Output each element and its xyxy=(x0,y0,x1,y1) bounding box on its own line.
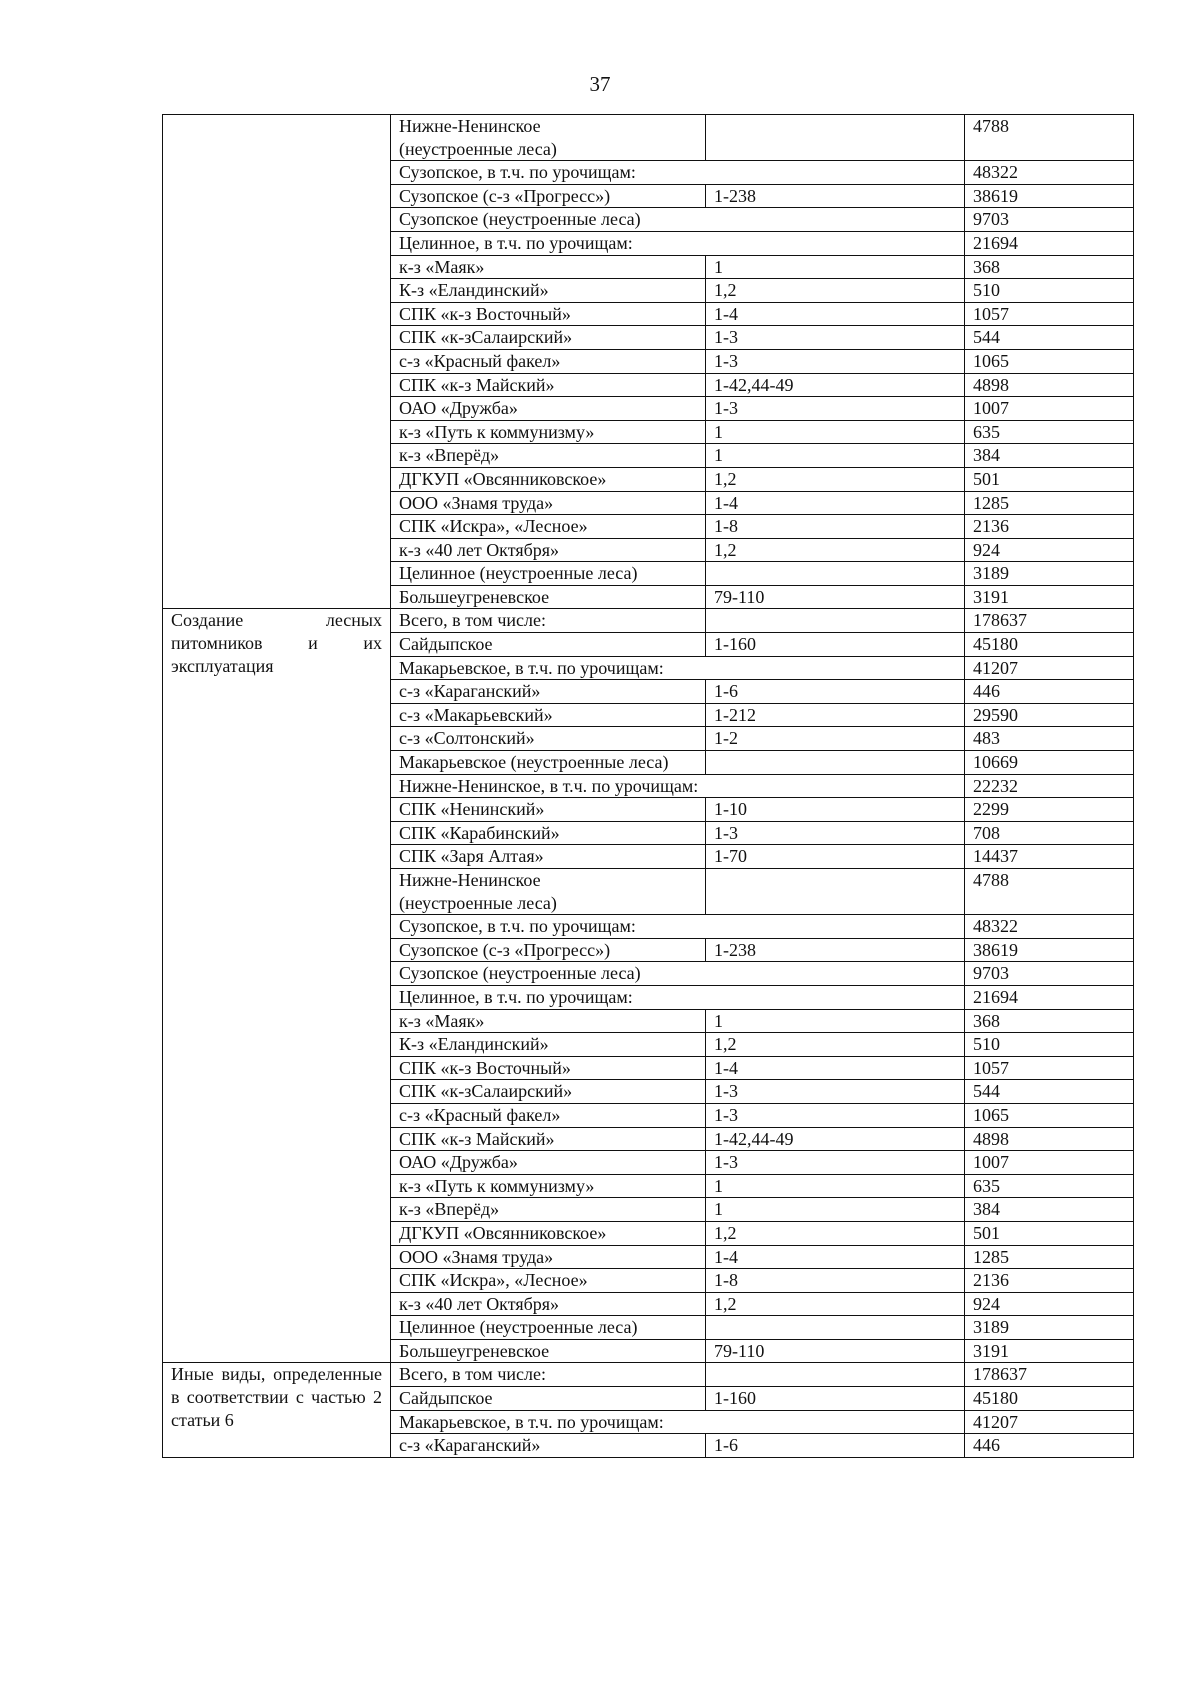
quarter-numbers-cell: 1,2 xyxy=(706,1292,965,1316)
forest-areas-table xyxy=(162,114,1134,1458)
forestry-name-cell: Целинное, в т.ч. по урочищам: xyxy=(391,231,965,255)
area-cell: 1057 xyxy=(965,1056,1134,1080)
area-cell: 1285 xyxy=(965,491,1134,515)
quarter-numbers-cell: 1-2 xyxy=(706,727,965,751)
forestry-name-cell: к-з «Маяк» xyxy=(391,255,706,279)
quarter-numbers-cell: 1-160 xyxy=(706,633,965,657)
forestry-name-cell: ДГКУП «Овсянниковское» xyxy=(391,1221,706,1245)
forestry-name-cell: Сузопское (с-з «Прогресс») xyxy=(391,184,706,208)
quarter-numbers-cell: 1-4 xyxy=(706,302,965,326)
quarter-numbers-cell xyxy=(706,1316,965,1340)
quarter-numbers-cell: 1-6 xyxy=(706,680,965,704)
forestry-name-cell: Нижне-Ненинское, в т.ч. по урочищам: xyxy=(391,774,965,798)
forestry-name-cell: Большеугреневское xyxy=(391,585,706,609)
quarter-numbers-cell: 1-238 xyxy=(706,938,965,962)
forestry-name-cell: СПК «к-зСалаирский» xyxy=(391,1080,706,1104)
area-cell: 48322 xyxy=(965,161,1134,185)
area-cell: 1007 xyxy=(965,397,1134,421)
area-cell: 45180 xyxy=(965,633,1134,657)
quarter-numbers-cell: 1,2 xyxy=(706,538,965,562)
forestry-name-cell: к-з «Путь к коммунизму» xyxy=(391,420,706,444)
forestry-name-cell: ООО «Знамя труда» xyxy=(391,491,706,515)
area-cell: 178637 xyxy=(965,609,1134,633)
area-cell: 1065 xyxy=(965,349,1134,373)
quarter-numbers-cell xyxy=(706,609,965,633)
area-cell: 501 xyxy=(965,1221,1134,1245)
area-cell: 446 xyxy=(965,1434,1134,1458)
quarter-numbers-cell: 1-212 xyxy=(706,703,965,727)
forestry-name-cell: Сайдыпское xyxy=(391,1387,706,1411)
quarter-numbers-cell: 1-42,44-49 xyxy=(706,373,965,397)
area-cell: 635 xyxy=(965,1174,1134,1198)
forestry-name-cell: СПК «к-з Майский» xyxy=(391,1127,706,1151)
forestry-name-cell: Целинное, в т.ч. по урочищам: xyxy=(391,985,965,1009)
area-cell: 2299 xyxy=(965,798,1134,822)
forestry-name-cell: СПК «к-з Майский» xyxy=(391,373,706,397)
usage-kind-cell: Создание лесных питомников и их эксплуатация xyxy=(163,609,391,1363)
quarter-numbers-cell: 1-10 xyxy=(706,798,965,822)
area-cell: 178637 xyxy=(965,1363,1134,1387)
area-cell: 924 xyxy=(965,538,1134,562)
table-row xyxy=(163,1363,1134,1387)
quarter-numbers-cell: 1-4 xyxy=(706,1245,965,1269)
area-cell: 2136 xyxy=(965,1269,1134,1293)
forestry-name-cell: ООО «Знамя труда» xyxy=(391,1245,706,1269)
area-cell: 22232 xyxy=(965,774,1134,798)
page-number: 37 xyxy=(589,72,611,96)
forestry-name-cell: Нижне-Ненинское (неустроенные леса) xyxy=(391,869,706,915)
forestry-name-cell: Сузопское, в т.ч. по урочищам: xyxy=(391,915,965,939)
forestry-name-cell: К-з «Еландинский» xyxy=(391,1033,706,1057)
quarter-numbers-cell: 1-3 xyxy=(706,821,965,845)
forestry-name-cell: СПК «к-з Восточный» xyxy=(391,302,706,326)
forestry-name-cell: Большеугреневское xyxy=(391,1339,706,1363)
quarter-numbers-cell: 79-110 xyxy=(706,585,965,609)
area-cell: 4788 xyxy=(965,869,1134,915)
forestry-name-cell: с-з «Красный факел» xyxy=(391,349,706,373)
forestry-name-cell: ОАО «Дружба» xyxy=(391,1151,706,1175)
quarter-numbers-cell: 1-3 xyxy=(706,349,965,373)
forestry-name-cell: Макарьевское, в т.ч. по урочищам: xyxy=(391,1410,965,1434)
area-cell: 38619 xyxy=(965,938,1134,962)
quarter-numbers-cell: 1-3 xyxy=(706,1151,965,1175)
area-cell: 4898 xyxy=(965,1127,1134,1151)
forestry-name-cell: Сузопское (неустроенные леса) xyxy=(391,208,965,232)
area-cell: 3191 xyxy=(965,585,1134,609)
quarter-numbers-cell: 1-3 xyxy=(706,1080,965,1104)
area-cell: 2136 xyxy=(965,515,1134,539)
forestry-name-cell: Всего, в том числе: xyxy=(391,1363,706,1387)
area-cell: 9703 xyxy=(965,962,1134,986)
forestry-name-cell: Сузопское (с-з «Прогресс») xyxy=(391,938,706,962)
forestry-name-cell: к-з «Маяк» xyxy=(391,1009,706,1033)
area-cell: 1065 xyxy=(965,1103,1134,1127)
area-cell: 3191 xyxy=(965,1339,1134,1363)
quarter-numbers-cell: 1-8 xyxy=(706,515,965,539)
area-cell: 3189 xyxy=(965,562,1134,586)
quarter-numbers-cell: 1-4 xyxy=(706,1056,965,1080)
area-cell: 384 xyxy=(965,1198,1134,1222)
quarter-numbers-cell xyxy=(706,562,965,586)
area-cell: 38619 xyxy=(965,184,1134,208)
quarter-numbers-cell xyxy=(706,869,965,915)
forestry-name-cell: к-з «Вперёд» xyxy=(391,444,706,468)
quarter-numbers-cell: 1 xyxy=(706,1174,965,1198)
quarter-numbers-cell: 1-3 xyxy=(706,397,965,421)
quarter-numbers-cell: 1,2 xyxy=(706,1033,965,1057)
quarter-numbers-cell: 1,2 xyxy=(706,279,965,303)
area-cell: 446 xyxy=(965,680,1134,704)
area-cell: 501 xyxy=(965,467,1134,491)
area-cell: 708 xyxy=(965,821,1134,845)
forestry-name-cell: СПК «Заря Алтая» xyxy=(391,845,706,869)
area-cell: 14437 xyxy=(965,845,1134,869)
table-body xyxy=(163,115,1134,1458)
forestry-name-cell: ОАО «Дружба» xyxy=(391,397,706,421)
forestry-name-cell: СПК «к-зСалаирский» xyxy=(391,326,706,350)
usage-kind-cell xyxy=(163,115,391,609)
quarter-numbers-cell: 1-3 xyxy=(706,326,965,350)
table-row xyxy=(163,609,1134,633)
forestry-name-cell: Целинное (неустроенные леса) xyxy=(391,562,706,586)
forestry-name-cell: Сузопское, в т.ч. по урочищам: xyxy=(391,161,965,185)
forestry-name-cell: с-з «Солтонский» xyxy=(391,727,706,751)
quarter-numbers-cell xyxy=(706,751,965,775)
quarter-numbers-cell: 1-238 xyxy=(706,184,965,208)
forestry-name-cell: Сайдыпское xyxy=(391,633,706,657)
area-cell: 3189 xyxy=(965,1316,1134,1340)
quarter-numbers-cell: 1 xyxy=(706,1198,965,1222)
table-row xyxy=(163,115,1134,161)
area-cell: 544 xyxy=(965,326,1134,350)
quarter-numbers-cell: 1 xyxy=(706,444,965,468)
quarter-numbers-cell: 1-8 xyxy=(706,1269,965,1293)
area-cell: 41207 xyxy=(965,1410,1134,1434)
forestry-name-cell: к-з «40 лет Октября» xyxy=(391,538,706,562)
forestry-name-cell: СПК «Искра», «Лесное» xyxy=(391,515,706,539)
area-cell: 384 xyxy=(965,444,1134,468)
area-cell: 368 xyxy=(965,255,1134,279)
forestry-name-cell: Нижне-Ненинское (неустроенные леса) xyxy=(391,115,706,161)
quarter-numbers-cell: 1-3 xyxy=(706,1103,965,1127)
area-cell: 4898 xyxy=(965,373,1134,397)
area-cell: 41207 xyxy=(965,656,1134,680)
forestry-name-cell: СПК «Ненинский» xyxy=(391,798,706,822)
quarter-numbers-cell: 1-4 xyxy=(706,491,965,515)
quarter-numbers-cell xyxy=(706,1363,965,1387)
area-cell: 924 xyxy=(965,1292,1134,1316)
quarter-numbers-cell xyxy=(706,115,965,161)
quarter-numbers-cell: 1-42,44-49 xyxy=(706,1127,965,1151)
forestry-name-cell: с-з «Караганский» xyxy=(391,1434,706,1458)
area-cell: 29590 xyxy=(965,703,1134,727)
area-cell: 544 xyxy=(965,1080,1134,1104)
area-cell: 21694 xyxy=(965,231,1134,255)
area-cell: 4788 xyxy=(965,115,1134,161)
area-cell: 635 xyxy=(965,420,1134,444)
area-cell: 9703 xyxy=(965,208,1134,232)
quarter-numbers-cell: 79-110 xyxy=(706,1339,965,1363)
forestry-name-cell: Всего, в том числе: xyxy=(391,609,706,633)
area-cell: 21694 xyxy=(965,985,1134,1009)
forestry-name-cell: к-з «Путь к коммунизму» xyxy=(391,1174,706,1198)
forestry-name-cell: Макарьевское, в т.ч. по урочищам: xyxy=(391,656,965,680)
forestry-name-cell: СПК «к-з Восточный» xyxy=(391,1056,706,1080)
forestry-name-cell: к-з «Вперёд» xyxy=(391,1198,706,1222)
area-cell: 483 xyxy=(965,727,1134,751)
quarter-numbers-cell: 1,2 xyxy=(706,1221,965,1245)
forestry-name-cell: Макарьевское (неустроенные леса) xyxy=(391,751,706,775)
quarter-numbers-cell: 1 xyxy=(706,1009,965,1033)
area-cell: 1007 xyxy=(965,1151,1134,1175)
forestry-name-cell: с-з «Макарьевский» xyxy=(391,703,706,727)
forestry-name-cell: с-з «Караганский» xyxy=(391,680,706,704)
area-cell: 510 xyxy=(965,1033,1134,1057)
forestry-name-cell: Целинное (неустроенные леса) xyxy=(391,1316,706,1340)
forestry-name-cell: Сузопское (неустроенные леса) xyxy=(391,962,965,986)
quarter-numbers-cell: 1 xyxy=(706,255,965,279)
area-cell: 1057 xyxy=(965,302,1134,326)
quarter-numbers-cell: 1,2 xyxy=(706,467,965,491)
quarter-numbers-cell: 1-70 xyxy=(706,845,965,869)
quarter-numbers-cell: 1-6 xyxy=(706,1434,965,1458)
forestry-name-cell: ДГКУП «Овсянниковское» xyxy=(391,467,706,491)
area-cell: 48322 xyxy=(965,915,1134,939)
forestry-name-cell: СПК «Искра», «Лесное» xyxy=(391,1269,706,1293)
quarter-numbers-cell: 1 xyxy=(706,420,965,444)
forestry-name-cell: К-з «Еландинский» xyxy=(391,279,706,303)
forestry-name-cell: СПК «Карабинский» xyxy=(391,821,706,845)
forestry-name-cell: к-з «40 лет Октября» xyxy=(391,1292,706,1316)
usage-kind-cell: Иные виды, определенные в соответствии с частью 2 статьи 6 xyxy=(163,1363,391,1457)
area-cell: 368 xyxy=(965,1009,1134,1033)
area-cell: 10669 xyxy=(965,751,1134,775)
forestry-name-cell: с-з «Красный факел» xyxy=(391,1103,706,1127)
quarter-numbers-cell: 1-160 xyxy=(706,1387,965,1411)
area-cell: 510 xyxy=(965,279,1134,303)
area-cell: 1285 xyxy=(965,1245,1134,1269)
area-cell: 45180 xyxy=(965,1387,1134,1411)
